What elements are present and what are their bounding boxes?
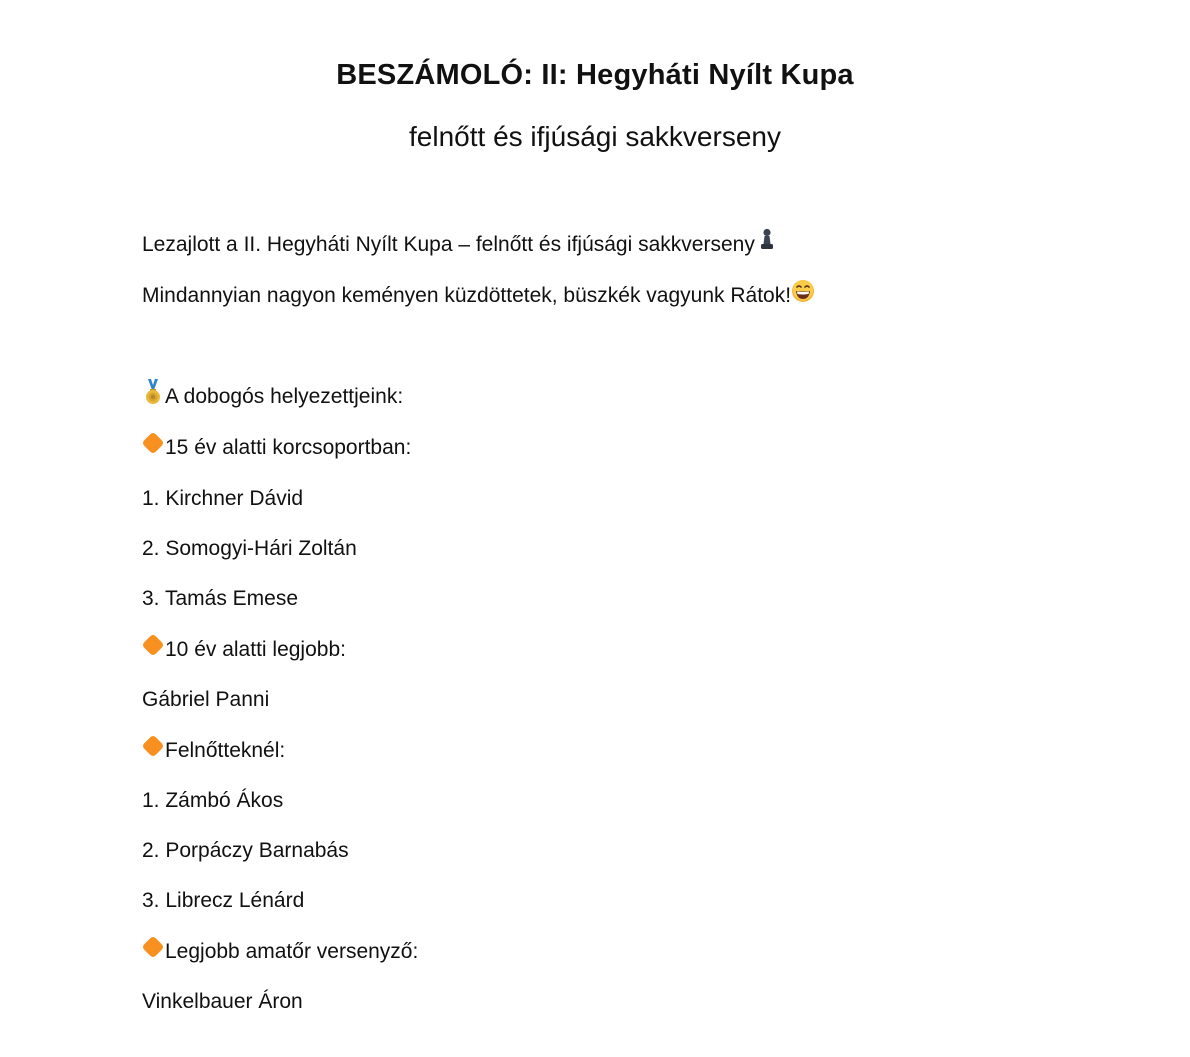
result-item: 1. Kirchner Dávid xyxy=(142,487,304,510)
grinning-face-icon xyxy=(791,279,815,303)
intro-line-2 xyxy=(142,282,815,310)
result-item: Gábriel Panni xyxy=(142,688,270,711)
orange-diamond-icon xyxy=(142,432,164,454)
result-item: Vinkelbauer Áron xyxy=(142,990,303,1013)
result-item: 3. Tamás Emese xyxy=(142,587,299,610)
podium-heading-text: A dobogós helyezettjeink: xyxy=(165,385,404,408)
podium-heading xyxy=(142,383,403,411)
category-heading-text: Felnőtteknél: xyxy=(165,739,286,762)
category-heading xyxy=(142,434,411,462)
category-heading xyxy=(142,938,418,966)
document-subtitle: felnőtt és ifjúsági sakkverseny xyxy=(409,121,781,152)
chess-pawn-icon xyxy=(758,228,776,252)
result-item: 2. Somogyi-Hári Zoltán xyxy=(142,537,357,560)
category-heading-text: Legjobb amatőr versenyző: xyxy=(165,940,419,963)
result-item: 2. Porpáczy Barnabás xyxy=(142,839,349,862)
category-heading xyxy=(142,636,346,664)
category-heading xyxy=(142,737,285,765)
category-heading-text: 10 év alatti legjobb: xyxy=(165,638,346,661)
result-item: 1. Zámbó Ákos xyxy=(142,789,284,812)
medal-icon xyxy=(142,379,164,405)
intro-line-1 xyxy=(142,231,776,259)
document-title: BESZÁMOLÓ: II: Hegyháti Nyílt Kupa xyxy=(336,59,854,91)
orange-diamond-icon xyxy=(142,936,164,958)
orange-diamond-icon xyxy=(142,735,164,757)
intro-text: Lezajlott a II. Hegyháti Nyílt Kupa – felnőtt és ifjúsági sakkverseny xyxy=(142,233,755,256)
result-item: 3. Librecz Lénárd xyxy=(142,889,305,912)
category-heading-text: 15 év alatti korcsoportban: xyxy=(165,436,412,459)
orange-diamond-icon xyxy=(142,634,164,656)
intro-text: Mindannyian nagyon keményen küzdöttetek, büszkék vagyunk Rátok! xyxy=(142,284,792,307)
